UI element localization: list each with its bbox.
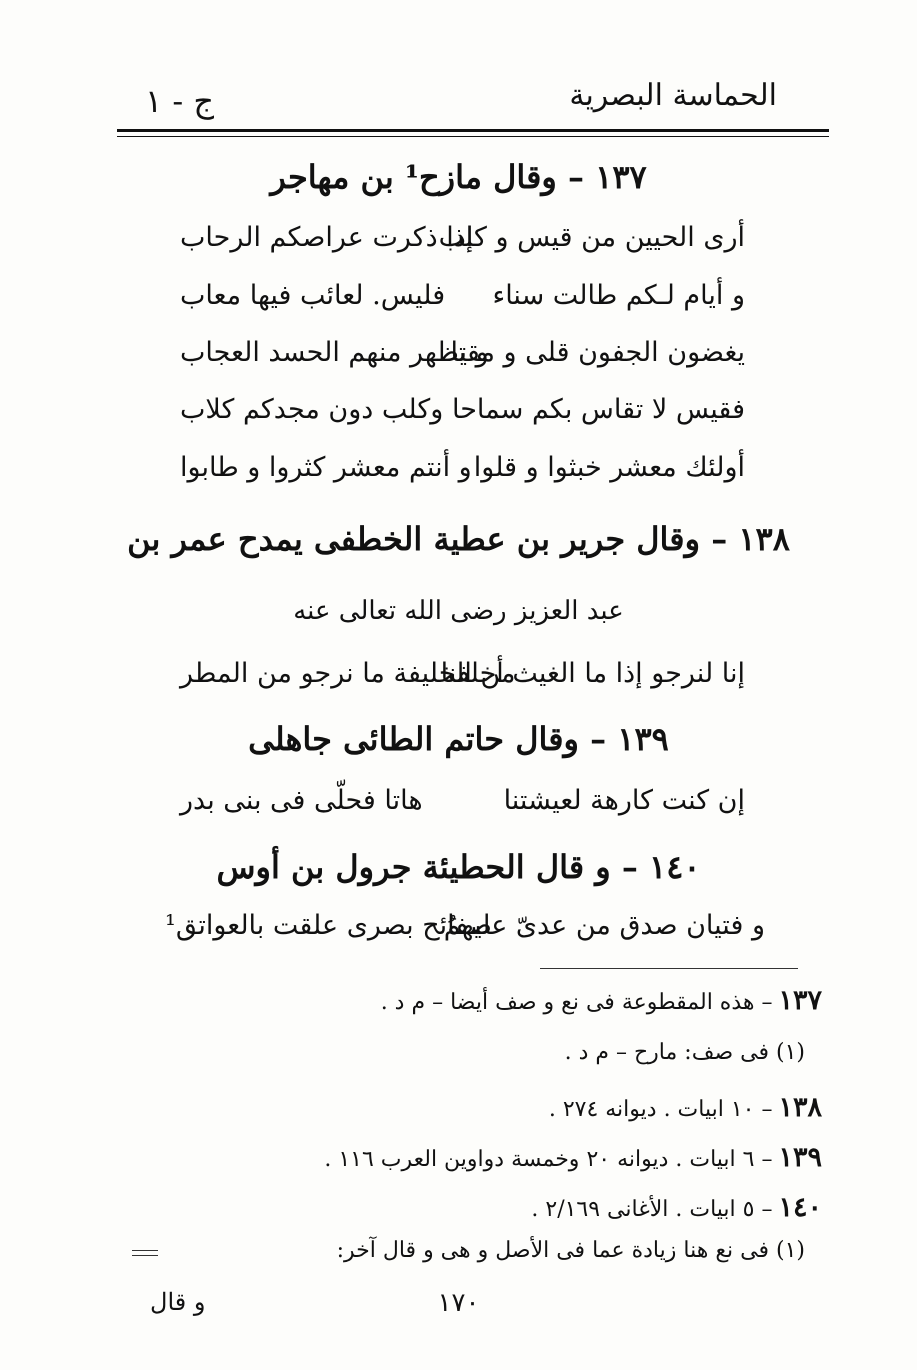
verse-first-hemistich: أرى الحيين من قيس و كلب [438, 222, 745, 253]
poem-heading-139 [0, 720, 917, 758]
poem-heading-137 [0, 158, 917, 196]
poem-heading-text: – وقال حاتم الطائى جاهلى [248, 720, 607, 758]
footnote-number: ١٣٧ [778, 985, 822, 1016]
running-title: الحماسة البصرية [569, 78, 777, 113]
poem-heading-text: – وقال مازح¹ بن مهاجر [270, 158, 584, 196]
volume-number: ج - ١ [145, 82, 214, 120]
verse-first-hemistich: و فتيان صدق من عدىّ عليهمُ [443, 910, 765, 941]
verse-line [180, 280, 745, 324]
verse-second-hemistich: فليس. لعائب فيها معاب [180, 280, 446, 311]
footnote-text: – ١٠ ابيات . ديوانه ٢٧٤ . [548, 1097, 773, 1122]
verse-second-hemistich: و يظهر منهم الحسد العجاب [180, 337, 489, 368]
footnote-text: – ٦ ابيات . ديوانه ٢٠ وخمسة دواوين العرب ١١٦ . [324, 1147, 773, 1172]
footnote-number: ١٤٠ [778, 1192, 822, 1223]
header-rule-thin [117, 136, 829, 137]
verse-line [180, 452, 745, 496]
poem-heading-140 [0, 848, 917, 886]
verse-line [165, 910, 765, 954]
footnote-text: – هذه المقطوعة فى نع و صف أيضا – م د . [380, 990, 773, 1015]
footnote [565, 1040, 805, 1065]
poem-heading-text: – و قال الحطيئة جرول بن أوس [216, 848, 638, 886]
verse-second-hemistich: إذا ذكرت عراصكم الرحاب [180, 222, 474, 253]
footnote-separator [540, 968, 798, 969]
verse-line [180, 658, 745, 702]
verse-line [180, 222, 745, 266]
catchword: و قال [150, 1288, 206, 1316]
footnote [324, 1142, 822, 1173]
verse-first-hemistich: أولئك معشر خبثوا و قلوا [473, 452, 745, 483]
footnote-text: (١) فى نع هنا زيادة عما فى الأصل و هى و قال آخر: [336, 1238, 805, 1263]
poem-subheading: عبد العزيز رضى الله تعالى عنه [293, 596, 624, 626]
footnote-number: ١٣٨ [778, 1092, 822, 1123]
poem-heading-138 [0, 520, 917, 558]
footnote-text: (١) فى صف: مارح – م د . [564, 1040, 805, 1065]
verse-second-hemistich: وكلب دون مجدكم كلاب [180, 394, 444, 425]
poem-number: ١٣٩ [617, 720, 669, 758]
verse-line [180, 337, 745, 381]
verse-first-hemistich: يغضون الجفون قلى و مقتا [450, 337, 745, 368]
verse-first-hemistich: إن كنت كارهة لعيشتنا [503, 785, 745, 816]
footnote-number: ١٣٩ [778, 1142, 822, 1173]
header-rule-thick [117, 129, 829, 132]
verse-first-hemistich: فقيس لا تقاس بكم سماحا [452, 394, 745, 425]
poem-number: ١٤٠ [649, 848, 701, 886]
footnote [381, 985, 822, 1016]
verse-line [180, 785, 745, 829]
verse-first-hemistich: إنا لنرجو إذا ما الغيث أخلفنا [440, 658, 745, 689]
verse-second-hemistich: هاتا فحلّى فى بنى بدر [180, 785, 423, 816]
poem-heading-text: – وقال جرير بن عطية الخطفى يمدح عمر بن [127, 520, 728, 558]
footnote-text: – ٥ ابيات . الأغانى ٢/١٦٩ . [531, 1197, 773, 1222]
verse-second-hemistich: من الخليفة ما نرجو من المطر [180, 658, 516, 689]
verse-second-hemistich: صفائح بصرى علقت بالعواتق¹ [165, 910, 492, 941]
footnote [549, 1092, 822, 1123]
verse-first-hemistich: و أيام لـكم طالت سناء [492, 280, 745, 311]
continuation-mark [132, 1250, 158, 1260]
poem-number: ١٣٧ [595, 158, 647, 196]
page-number: ١٧٠ [437, 1288, 480, 1318]
footnote [531, 1192, 822, 1223]
poem-number: ١٣٨ [738, 520, 790, 558]
verse-line [180, 394, 745, 438]
verse-second-hemistich: و أنتم معشر كثروا و طابوا [180, 452, 472, 483]
footnote [337, 1238, 805, 1263]
